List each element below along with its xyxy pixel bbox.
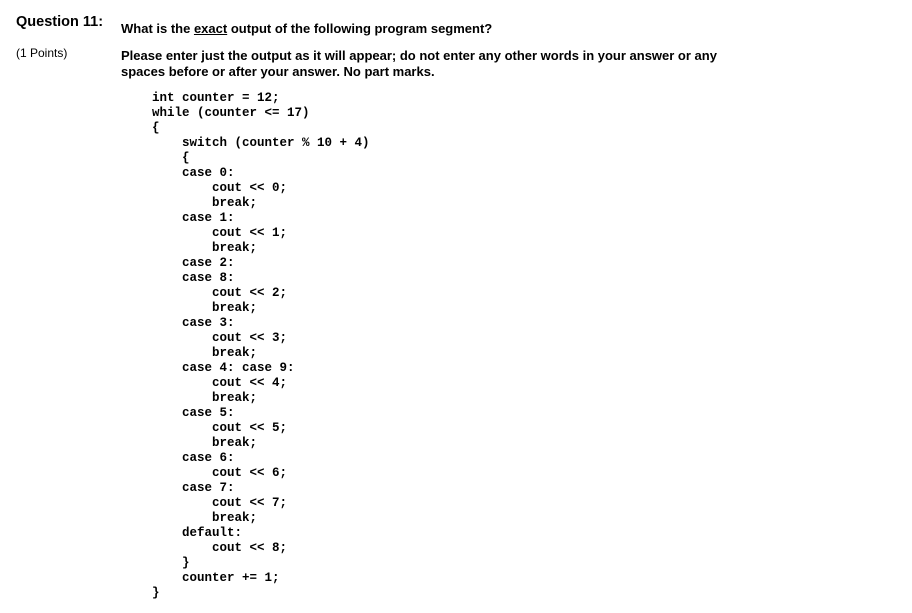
code-line: cout << 3; (152, 331, 288, 345)
question-prompt (121, 21, 492, 36)
code-line: case 2: (152, 256, 235, 270)
code-line: break; (152, 511, 258, 525)
prompt-text-after: output of the following program segment? (227, 21, 493, 36)
code-line: cout << 6; (152, 466, 288, 480)
code-line: } (152, 556, 190, 570)
code-line: { (152, 151, 190, 165)
code-line: cout << 7; (152, 496, 288, 510)
code-line: cout << 5; (152, 421, 288, 435)
code-line: while (counter <= 17) (152, 106, 310, 120)
code-line: int counter = 12; (152, 91, 280, 105)
code-line: break; (152, 346, 258, 360)
code-line: break; (152, 436, 258, 450)
code-line: break; (152, 301, 258, 315)
code-line: case 6: (152, 451, 235, 465)
code-line: case 3: (152, 316, 235, 330)
code-line: cout << 0; (152, 181, 288, 195)
code-line: cout << 2; (152, 286, 288, 300)
question-points: (1 Points) (16, 46, 68, 60)
code-line: case 8: (152, 271, 235, 285)
code-line: case 0: (152, 166, 235, 180)
code-line: default: (152, 526, 243, 540)
code-line: break; (152, 241, 258, 255)
code-line: cout << 1; (152, 226, 288, 240)
code-line: break; (152, 391, 258, 405)
prompt-text-before: What is the (121, 21, 194, 36)
question-instructions: Please enter just the output as it will appear; do not enter any other words in your answer or any spaces before or after your answer. No part marks. (121, 48, 717, 79)
code-line: case 4: case 9: (152, 361, 295, 375)
code-line: counter += 1; (152, 571, 280, 585)
code-line: case 1: (152, 211, 235, 225)
question-title: Question 11: (16, 14, 104, 30)
code-line: { (152, 121, 160, 135)
code-line: case 7: (152, 481, 235, 495)
prompt-emphasis: exact (193, 21, 228, 36)
code-line: } (152, 586, 160, 600)
code-line: case 5: (152, 406, 235, 420)
code-line: cout << 8; (152, 541, 288, 555)
code-line: break; (152, 196, 258, 210)
code-line: cout << 4; (152, 376, 288, 390)
code-block (152, 91, 370, 601)
code-line: switch (counter % 10 + 4) (152, 136, 370, 150)
